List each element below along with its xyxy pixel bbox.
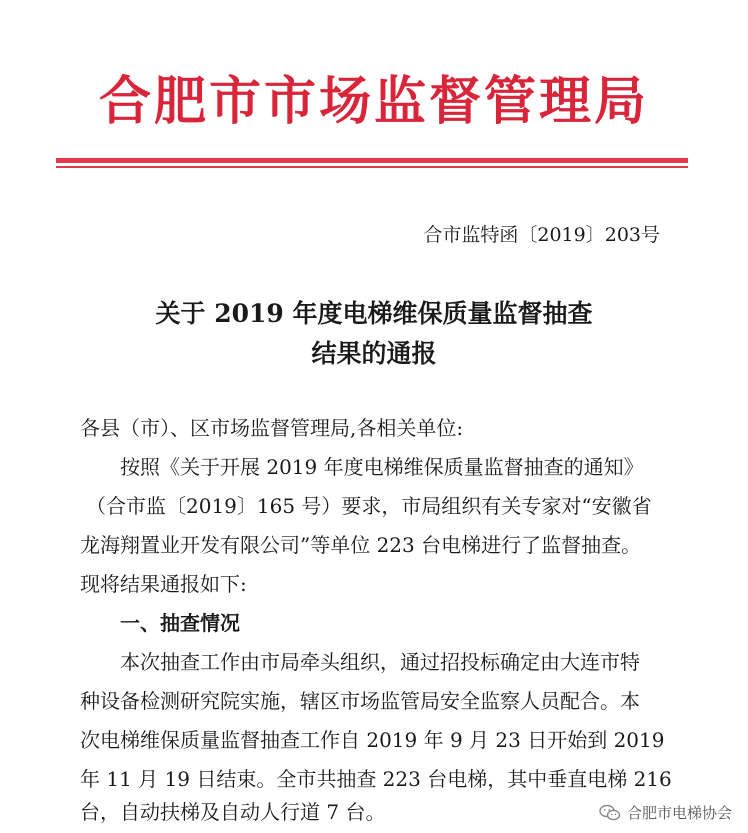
paragraph-1-line-4: 现将结果通报如下:	[80, 572, 247, 596]
letterhead-rule-thin	[56, 166, 688, 168]
wechat-watermark	[595, 800, 736, 825]
paragraph-1-line-1: 按照《关于开展 2019 年度电梯维保质量监督抽查的通知》	[120, 455, 644, 479]
paragraph-2-line-2: 种设备检测研究院实施，辖区市场监管局安全监察人员配合。本	[80, 689, 640, 713]
org-letterhead-title: 合肥市市场监督管理局	[98, 71, 649, 132]
section-heading-1: 一、抽查情况	[120, 611, 240, 635]
paragraph-2-line-3: 次电梯维保质量监督抽查工作自 2019 年 9 月 23 日开始到 2019	[80, 728, 665, 752]
document-title-line-1: 关于 2019 年度电梯维保质量监督抽查	[155, 299, 593, 328]
watermark-text: 合肥市电梯协会	[626, 804, 732, 822]
document-title-line-2: 结果的通报	[311, 339, 437, 368]
letterhead-rule-thick	[56, 158, 688, 163]
document-number: 合市监特函〔2019〕203号	[423, 224, 660, 246]
paragraph-2-line-4: 年 11 月 19 日结束。全市共抽查 223 台电梯，其中垂直电梯 216	[80, 767, 672, 791]
paragraph-1-line-3: 龙海翔置业开发有限公司”等单位 223 台电梯进行了监督抽查。	[80, 533, 642, 557]
document-title	[0, 294, 748, 374]
paragraph-2-line-5: 台，自动扶梯及自动人行道 7 台。	[80, 800, 386, 824]
salutation: 各县（市）、区市场监督管理局,各相关单位:	[80, 416, 464, 440]
wechat-icon	[599, 804, 621, 822]
paragraph-2-line-1: 本次抽查工作由市局牵头组织，通过招投标确定由大连市特	[120, 650, 640, 674]
paragraph-1-line-2: （合市监〔2019〕165 号）要求，市局组织有关专家对“安徽省	[86, 494, 652, 518]
